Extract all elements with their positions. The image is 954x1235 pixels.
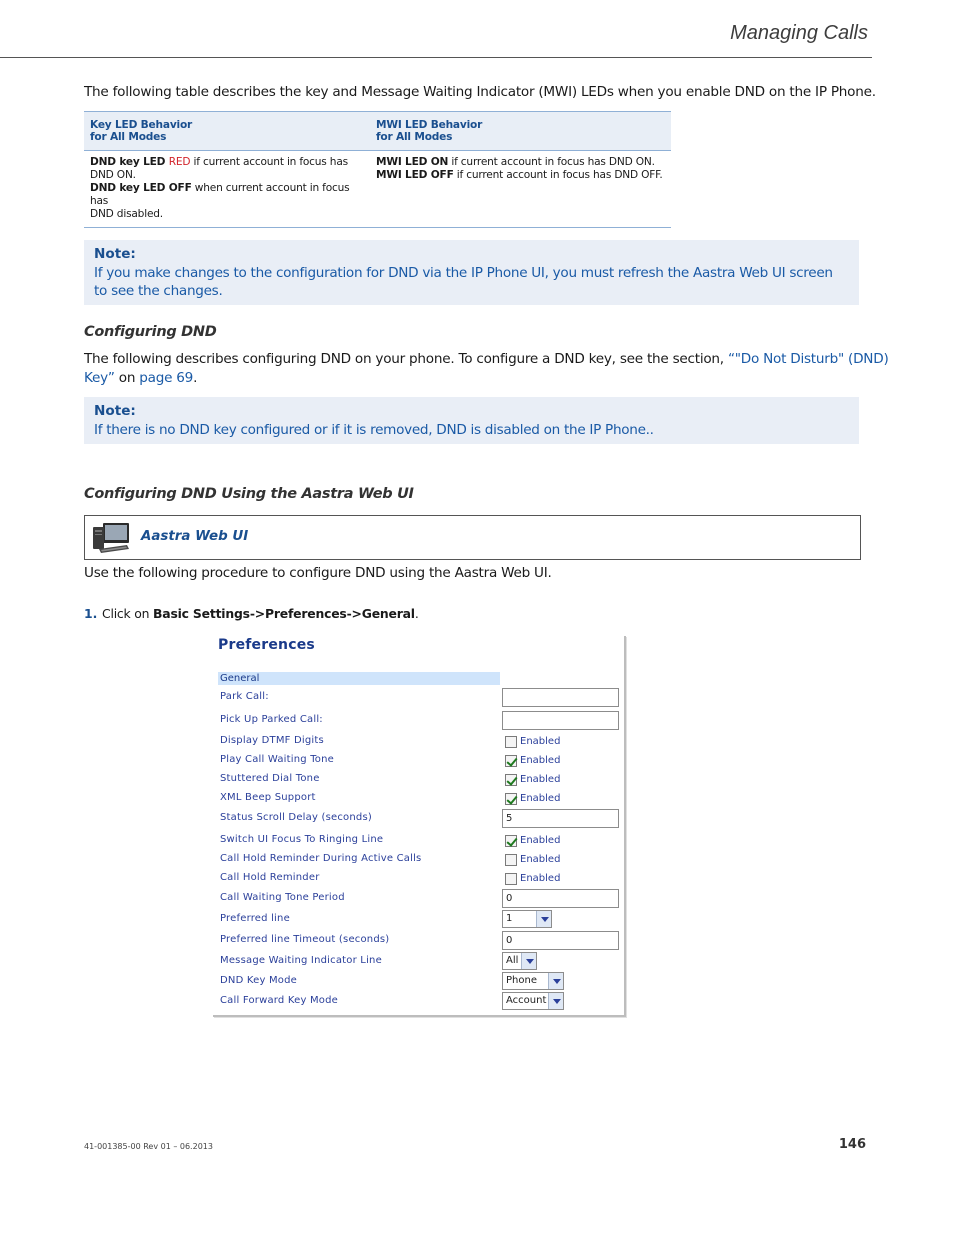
preference-label: DND Key Mode: [220, 975, 298, 986]
note-no-dnd-key: Note: If there is no DND key configured or if it is removed, DND is disabled on the IP Phone..: [84, 397, 859, 444]
preference-row: [213, 751, 626, 771]
preference-label: Message Waiting Indicator Line: [220, 955, 382, 966]
dropdown-value: Phone: [506, 975, 537, 986]
preferences-title: Preferences: [218, 637, 315, 653]
preference-row: [213, 972, 626, 992]
computer-icon: [91, 521, 131, 555]
step-number: 1.: [84, 606, 98, 621]
led-behavior-table: [84, 111, 671, 228]
table-header-mwi-led: MWI LED Behavior for All Modes: [370, 112, 671, 151]
enabled-checkbox[interactable]: [505, 793, 517, 805]
preferences-section-general: General: [218, 672, 500, 685]
preference-label: Pick Up Parked Call:: [220, 714, 323, 725]
preference-text-input[interactable]: [502, 688, 619, 707]
heading-configuring-dnd: Configuring DND: [84, 324, 217, 340]
preference-row: [213, 850, 626, 870]
intro-paragraph: The following table describes the key and Message Waiting Indicator (MWI) LEDs when you enable DND on the IP Phone.: [84, 84, 876, 100]
key-led-cell: DND key LED RED if current account in focus has DND ON. DND key LED OFF when current account in focus has DND disabled.: [84, 151, 370, 228]
preference-text-input[interactable]: 0: [502, 931, 619, 950]
enabled-label: Enabled: [520, 873, 561, 884]
preference-label: XML Beep Support: [220, 792, 316, 803]
enabled-label: Enabled: [520, 854, 561, 865]
preference-row: [213, 809, 626, 829]
enabled-label: Enabled: [520, 736, 561, 747]
preference-row: [213, 711, 626, 731]
header-rule: [0, 57, 872, 58]
preference-row: [213, 910, 626, 930]
link-dnd-key-section[interactable]: “"Do Not Disturb" (DND): [727, 351, 889, 367]
preference-text-input[interactable]: [502, 711, 619, 730]
link-dnd-key-section-cont[interactable]: Key”: [84, 370, 115, 386]
preference-row: [213, 889, 626, 909]
preference-label: Call Hold Reminder During Active Calls: [220, 853, 422, 864]
preference-row: [213, 869, 626, 889]
preference-row: [213, 770, 626, 790]
preference-text-input[interactable]: 5: [502, 809, 619, 828]
preference-label: Call Waiting Tone Period: [220, 892, 345, 903]
heading-configuring-dnd-webui: Configuring DND Using the Aastra Web UI: [84, 486, 414, 502]
preference-label: Status Scroll Delay (seconds): [220, 812, 372, 823]
mwi-led-cell: MWI LED ON if current account in focus has DND ON. MWI LED OFF if current account in focus has DND OFF.: [370, 151, 671, 228]
enabled-label: Enabled: [520, 755, 561, 766]
enabled-label: Enabled: [520, 835, 561, 846]
preference-row: [213, 931, 626, 951]
dropdown-value: Account: [506, 995, 547, 1006]
enabled-checkbox[interactable]: [505, 755, 517, 767]
preference-label: Preferred line: [220, 913, 290, 924]
link-page-69[interactable]: page 69: [139, 370, 194, 386]
preference-row: [213, 732, 626, 752]
enabled-checkbox[interactable]: [505, 854, 517, 866]
enabled-checkbox[interactable]: [505, 835, 517, 847]
running-header-title: Managing Calls: [730, 22, 868, 44]
preference-dropdown[interactable]: [502, 992, 564, 1010]
preference-label: Call Hold Reminder: [220, 872, 320, 883]
step-1-text: Click on Basic Settings->Preferences->General.: [102, 606, 419, 621]
preference-row: [213, 789, 626, 809]
table-row: [84, 151, 671, 228]
chevron-down-icon[interactable]: [548, 993, 563, 1009]
preference-text-input[interactable]: 0: [502, 889, 619, 908]
procedure-intro: Use the following procedure to configure DND using the Aastra Web UI.: [84, 565, 552, 581]
preference-row: [213, 992, 626, 1012]
preference-dropdown[interactable]: [502, 972, 564, 990]
preferences-screenshot: [213, 636, 626, 1017]
preference-label: Preferred line Timeout (seconds): [220, 934, 390, 945]
preference-dropdown[interactable]: [502, 910, 552, 928]
configuring-dnd-paragraph: The following describes configuring DND on your phone. To configure a DND key, see the section, “"Do Not Disturb" (DND) Key” on page 69.: [84, 351, 889, 386]
aastra-web-ui-label: Aastra Web UI: [141, 529, 249, 544]
table-header-key-led: Key LED Behavior for All Modes: [84, 112, 370, 151]
enabled-checkbox[interactable]: [505, 873, 517, 885]
preference-row: [213, 688, 626, 708]
preference-dropdown[interactable]: [502, 952, 537, 970]
preference-row: [213, 952, 626, 972]
chevron-down-icon[interactable]: [548, 973, 563, 989]
chevron-down-icon[interactable]: [536, 911, 551, 927]
enabled-checkbox[interactable]: [505, 774, 517, 786]
enabled-label: Enabled: [520, 774, 561, 785]
preference-label: Stuttered Dial Tone: [220, 773, 320, 784]
aastra-web-ui-banner: [84, 515, 861, 560]
dropdown-value: 1: [506, 913, 513, 924]
enabled-label: Enabled: [520, 793, 561, 804]
preference-label: Display DTMF Digits: [220, 735, 324, 746]
preference-label: Call Forward Key Mode: [220, 995, 338, 1006]
preference-label: Switch UI Focus To Ringing Line: [220, 834, 384, 845]
preference-row: [213, 831, 626, 851]
footer-page-number: 146: [838, 1137, 866, 1152]
enabled-checkbox[interactable]: [505, 736, 517, 748]
preference-label: Play Call Waiting Tone: [220, 754, 335, 765]
chevron-down-icon[interactable]: [521, 953, 536, 969]
note-refresh-webui: Note: If you make changes to the configuration for DND via the IP Phone UI, you must refresh the Aastra Web UI screen to see the changes.: [84, 240, 859, 305]
footer-doc-id: 41-001385-00 Rev 01 – 06.2013: [84, 1142, 213, 1151]
preference-label: Park Call:: [220, 691, 269, 702]
dropdown-value: All: [506, 955, 519, 966]
